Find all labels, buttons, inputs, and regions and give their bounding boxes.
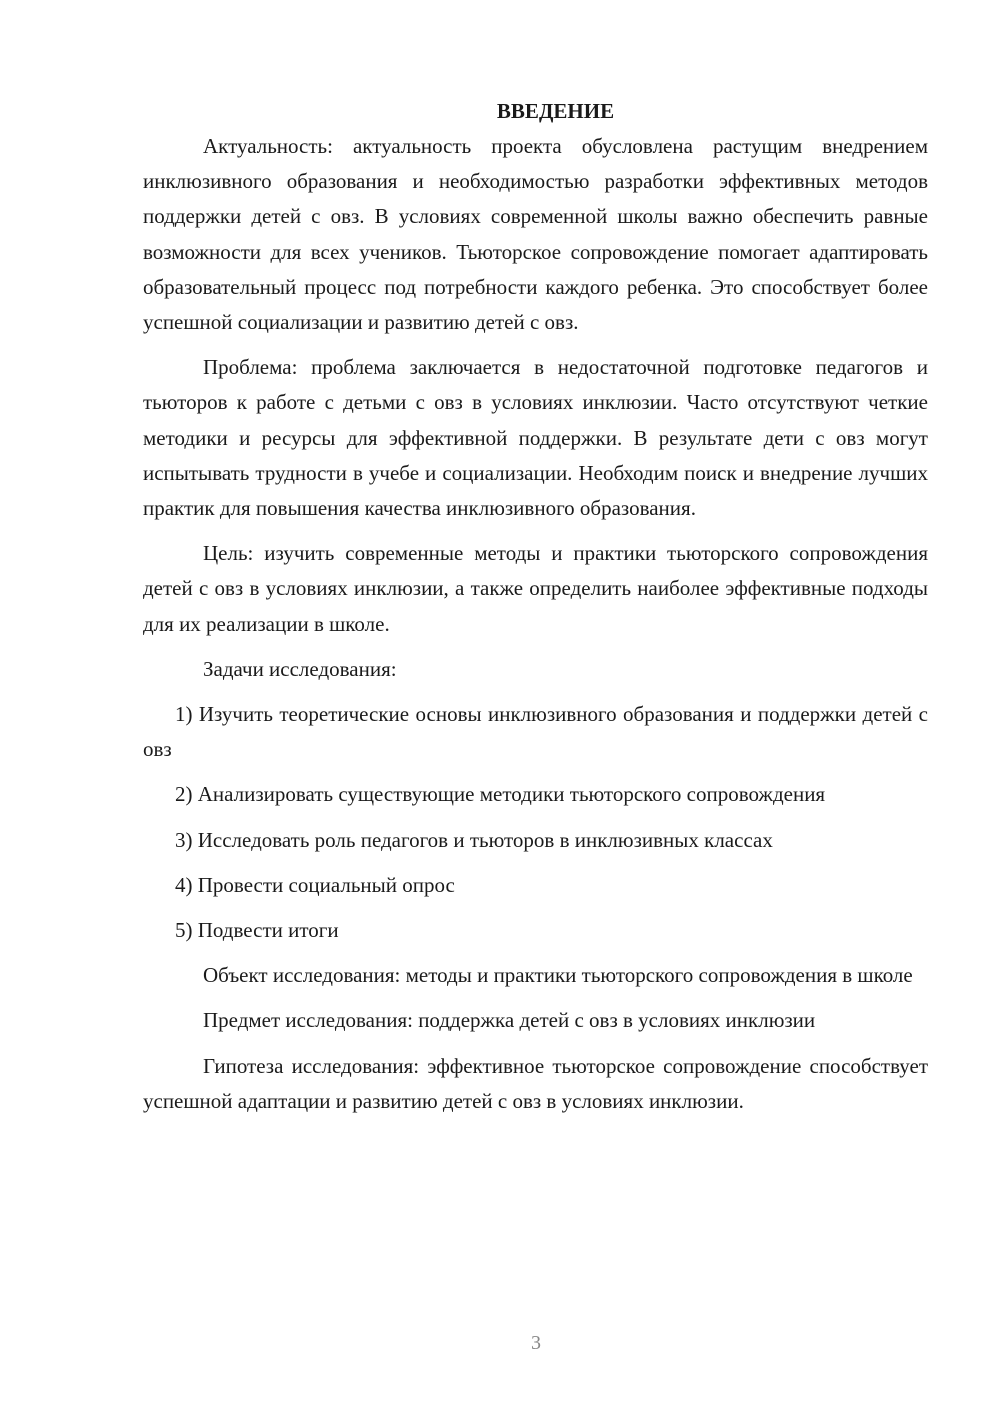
paragraph-relevance: Актуальность: актуальность проекта обусловлена растущим внедрением инклюзивного образования и необходимостью разработки эффективных методов поддержки детей с овз. В условиях современной школы важно обеспечить равные возможности для всех учеников. Тьюторское сопровождение помогает адаптировать образовательный процесс под потребности каждого ребенка. Это способствует более успешной социализации и развитию детей с овз. (143, 134, 928, 335)
list-item: 2) Анализировать существующие методики тьюторского сопровождения (175, 782, 826, 807)
tasks-list (143, 697, 928, 948)
paragraph-subject: Предмет исследования: поддержка детей с овз в условиях инклюзии (203, 1008, 816, 1033)
list-item: 1) Изучить теоретические основы инклюзивного образования и поддержки детей с овз (143, 702, 928, 762)
paragraph-object: Объект исследования: методы и практики тьюторского сопровождения в школе (203, 963, 913, 988)
paragraph-goal: Цель: изучить современные методы и практики тьюторского сопровождения детей с овз в условиях инклюзии, а также определить наиболее эффективные подходы для их реализации в школе. (143, 541, 928, 636)
page-title: ВВЕДЕНИЕ (496, 99, 615, 123)
paragraph-hypothesis: Гипотеза исследования: эффективное тьюторское сопровождение способствует успешной адаптации и развитию детей с овз в условиях инклюзии. (143, 1053, 928, 1113)
document-page (143, 94, 928, 1129)
page-number: 3 (531, 1332, 541, 1354)
list-item: 4) Провести социальный опрос (175, 872, 455, 897)
paragraph-problem: Проблема: проблема заключается в недостаточной подготовке педагогов и тьюторов к работе с детьми с овз в условиях инклюзии. Часто отсутствуют четкие методики и ресурсы для эффективной поддержки. В результате дети с овз могут испытывать трудности в учебе и социализации. Необходим поиск и внедрение лучших практик для повышения качества инклюзивного образования. (143, 355, 928, 521)
list-item: 5) Подвести итоги (175, 918, 339, 943)
list-item: 3) Исследовать роль педагогов и тьюторов в инклюзивных классах (175, 827, 773, 852)
tasks-heading: Задачи исследования: (203, 656, 397, 681)
